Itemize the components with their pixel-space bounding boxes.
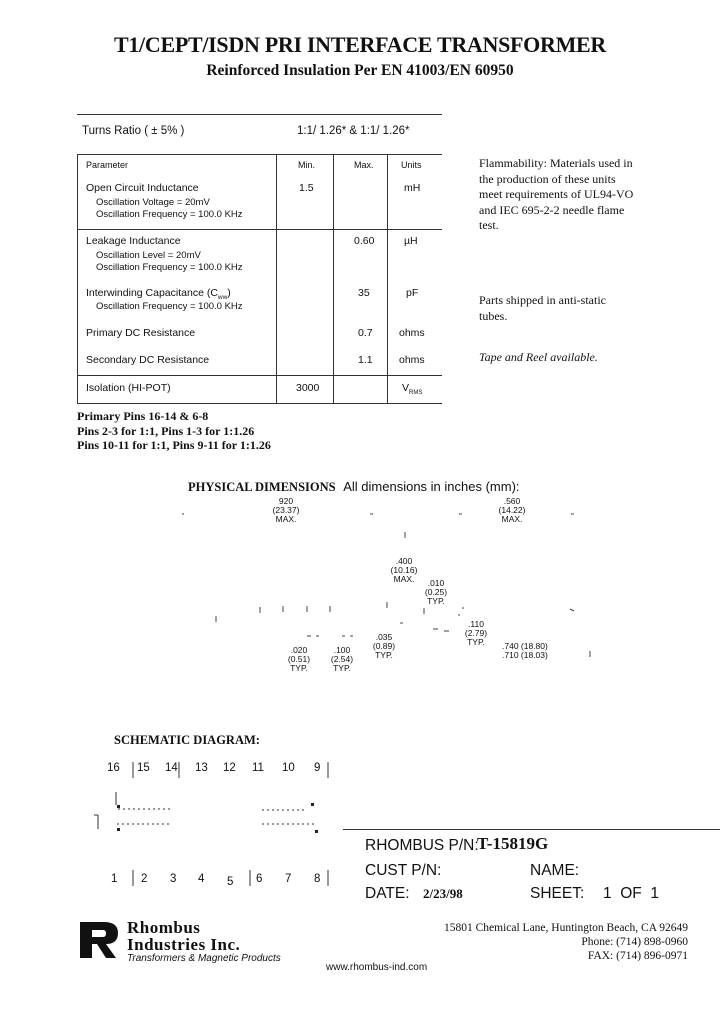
pin-label: 4 <box>198 873 205 885</box>
param-capacitance: Interwinding Capacitance $(C_{ww})$ <box>86 287 231 302</box>
page-title: T1/CEPT/ISDN PRI INTERFACE TRANSFORMER <box>113 32 606 57</box>
param-leakage: Leakage Inductance <box>86 235 181 247</box>
table-border <box>77 154 78 403</box>
name-label: NAME: <box>530 862 580 879</box>
company-address: 15801 Chemical Lane, Huntington Beach, CA 92649 Phone: (714) 898-0960 FAX: (714) 896-0971 <box>443 922 688 962</box>
sheet-value: 1 OF 1 <box>603 885 659 902</box>
isolation-min: 3000 <box>296 382 320 394</box>
table-bottom-border <box>77 403 442 404</box>
dim-width: .560 (14.22) MAX. <box>498 496 526 524</box>
header-units: Units <box>401 160 422 170</box>
antistatic-note: Parts shipped in anti-static tubes. <box>479 293 606 323</box>
divider <box>77 114 442 115</box>
pin-label: 8 <box>314 873 321 885</box>
dim-pitch: .100 (2.54) TYP. <box>330 645 354 673</box>
physical-dimensions-heading: PHYSICAL DIMENSIONS All dimensions in inches (mm): <box>188 479 520 494</box>
primary-dcr-max: 0.7 <box>358 327 373 339</box>
ocl-units: mH <box>404 182 421 194</box>
dimension-drawing <box>170 505 610 665</box>
table-border <box>333 154 334 403</box>
dim-length: 920 (23.37) MAX. <box>272 496 300 524</box>
date-label: DATE: <box>365 885 410 902</box>
company-name-line2: Industries Inc. <box>127 935 241 954</box>
pin-label: 10 <box>282 762 295 774</box>
param-isolation: Isolation (HI-POT) <box>86 382 171 394</box>
rhombus-logo-icon <box>78 920 122 960</box>
dim-lead-thickness: .010 (0.25) TYP. <box>424 578 448 606</box>
param-ocl-frequency: Oscillation Frequency = 100.0 KHz <box>96 209 243 220</box>
leakage-units: µH <box>404 235 418 247</box>
param-capacitance-frequency: Oscillation Frequency = 100.0 KHz <box>96 301 243 312</box>
pin-label: 13 <box>195 762 208 774</box>
leakage-max: 0.60 <box>354 235 375 247</box>
isolation-units: $V_{RMS}$ <box>402 382 423 397</box>
title-block-border <box>343 829 720 830</box>
header-parameter: Parameter <box>86 160 129 170</box>
pin-label: 6 <box>256 873 263 885</box>
param-primary-dcr: Primary DC Resistance <box>86 327 196 339</box>
pin-label: 3 <box>170 873 177 885</box>
header-min: Min. <box>298 160 316 170</box>
pin-label: 5 <box>227 876 234 888</box>
date-value: 2/23/98 <box>423 886 463 901</box>
dim-lead-width: .020 (0.51) TYP. <box>287 645 311 673</box>
tape-reel-note: Tape and Reel available. <box>479 350 598 364</box>
pin-label: 7 <box>285 873 292 885</box>
flammability-note: Flammability: Materials used in the production of these units meet requirements of UL94-VO and IEC 695-2-2 needle flame test. <box>479 156 634 232</box>
turns-ratio-label: Turns Ratio ( ± 5% ) <box>82 125 185 137</box>
pin-label: 14 <box>165 762 178 774</box>
pins-info: Primary Pins 16-14 & 6-8 Pins 2-3 for 1:1, Pins 1-3 for 1:1.26 Pins 10-11 for 1:1, Pins 9-11 for 1:1.26 <box>77 409 271 452</box>
header-max: Max. <box>354 160 374 170</box>
rhombus-pn-value: T-15819G <box>477 834 549 853</box>
schematic-drawing <box>90 758 340 894</box>
param-leakage-frequency: Oscillation Frequency = 100.0 KHz <box>96 262 243 273</box>
secondary-dcr-max: 1.1 <box>358 354 373 366</box>
rhombus-pn-label: RHOMBUS P/N: <box>365 837 479 854</box>
param-ocl-voltage: Oscillation Voltage = 20mV <box>96 197 210 208</box>
capacitance-max: 35 <box>358 287 370 299</box>
schematic-heading: SCHEMATIC DIAGRAM: <box>114 733 260 747</box>
turns-ratio-value: 1:1/ 1.26* & 1:1/ 1.26* <box>297 125 410 137</box>
pin-label: 15 <box>137 762 150 774</box>
page-subtitle: Reinforced Insulation Per EN 41003/EN 60950 <box>206 62 514 79</box>
capacitance-units: pF <box>406 287 419 299</box>
dim-height: .400 (10.16) MAX. <box>390 556 418 584</box>
pin-label: 16 <box>107 762 120 774</box>
dim-lead-length: .110 (2.79) TYP. <box>464 619 488 647</box>
param-ocl: Open Circuit Inductance <box>86 182 199 194</box>
dim-row-spacing: .740 (18.80) .710 (18.03) <box>502 641 548 660</box>
pin-label: 1 <box>111 873 118 885</box>
pin-label: 9 <box>314 762 321 774</box>
company-name: Rhombus <box>127 918 201 937</box>
pin-label: 2 <box>141 873 148 885</box>
pin-label: 11 <box>252 762 264 774</box>
primary-dcr-units: ohms <box>399 327 425 339</box>
dim-standoff: .035 (0.89) TYP. <box>372 632 396 660</box>
company-website[interactable]: www.rhombus-ind.com <box>326 962 428 973</box>
cust-pn-label: CUST P/N: <box>365 862 442 879</box>
ocl-min: 1.5 <box>299 182 314 194</box>
param-leakage-level: Oscillation Level = 20mV <box>96 250 201 261</box>
param-secondary-dcr: Secondary DC Resistance <box>86 354 210 366</box>
table-border <box>276 154 277 403</box>
sheet-label: SHEET: <box>530 885 585 902</box>
table-border <box>387 154 388 403</box>
secondary-dcr-units: ohms <box>399 354 425 366</box>
company-tagline: Transformers & Magnetic Products <box>127 953 281 964</box>
pin-label: 12 <box>223 762 236 774</box>
